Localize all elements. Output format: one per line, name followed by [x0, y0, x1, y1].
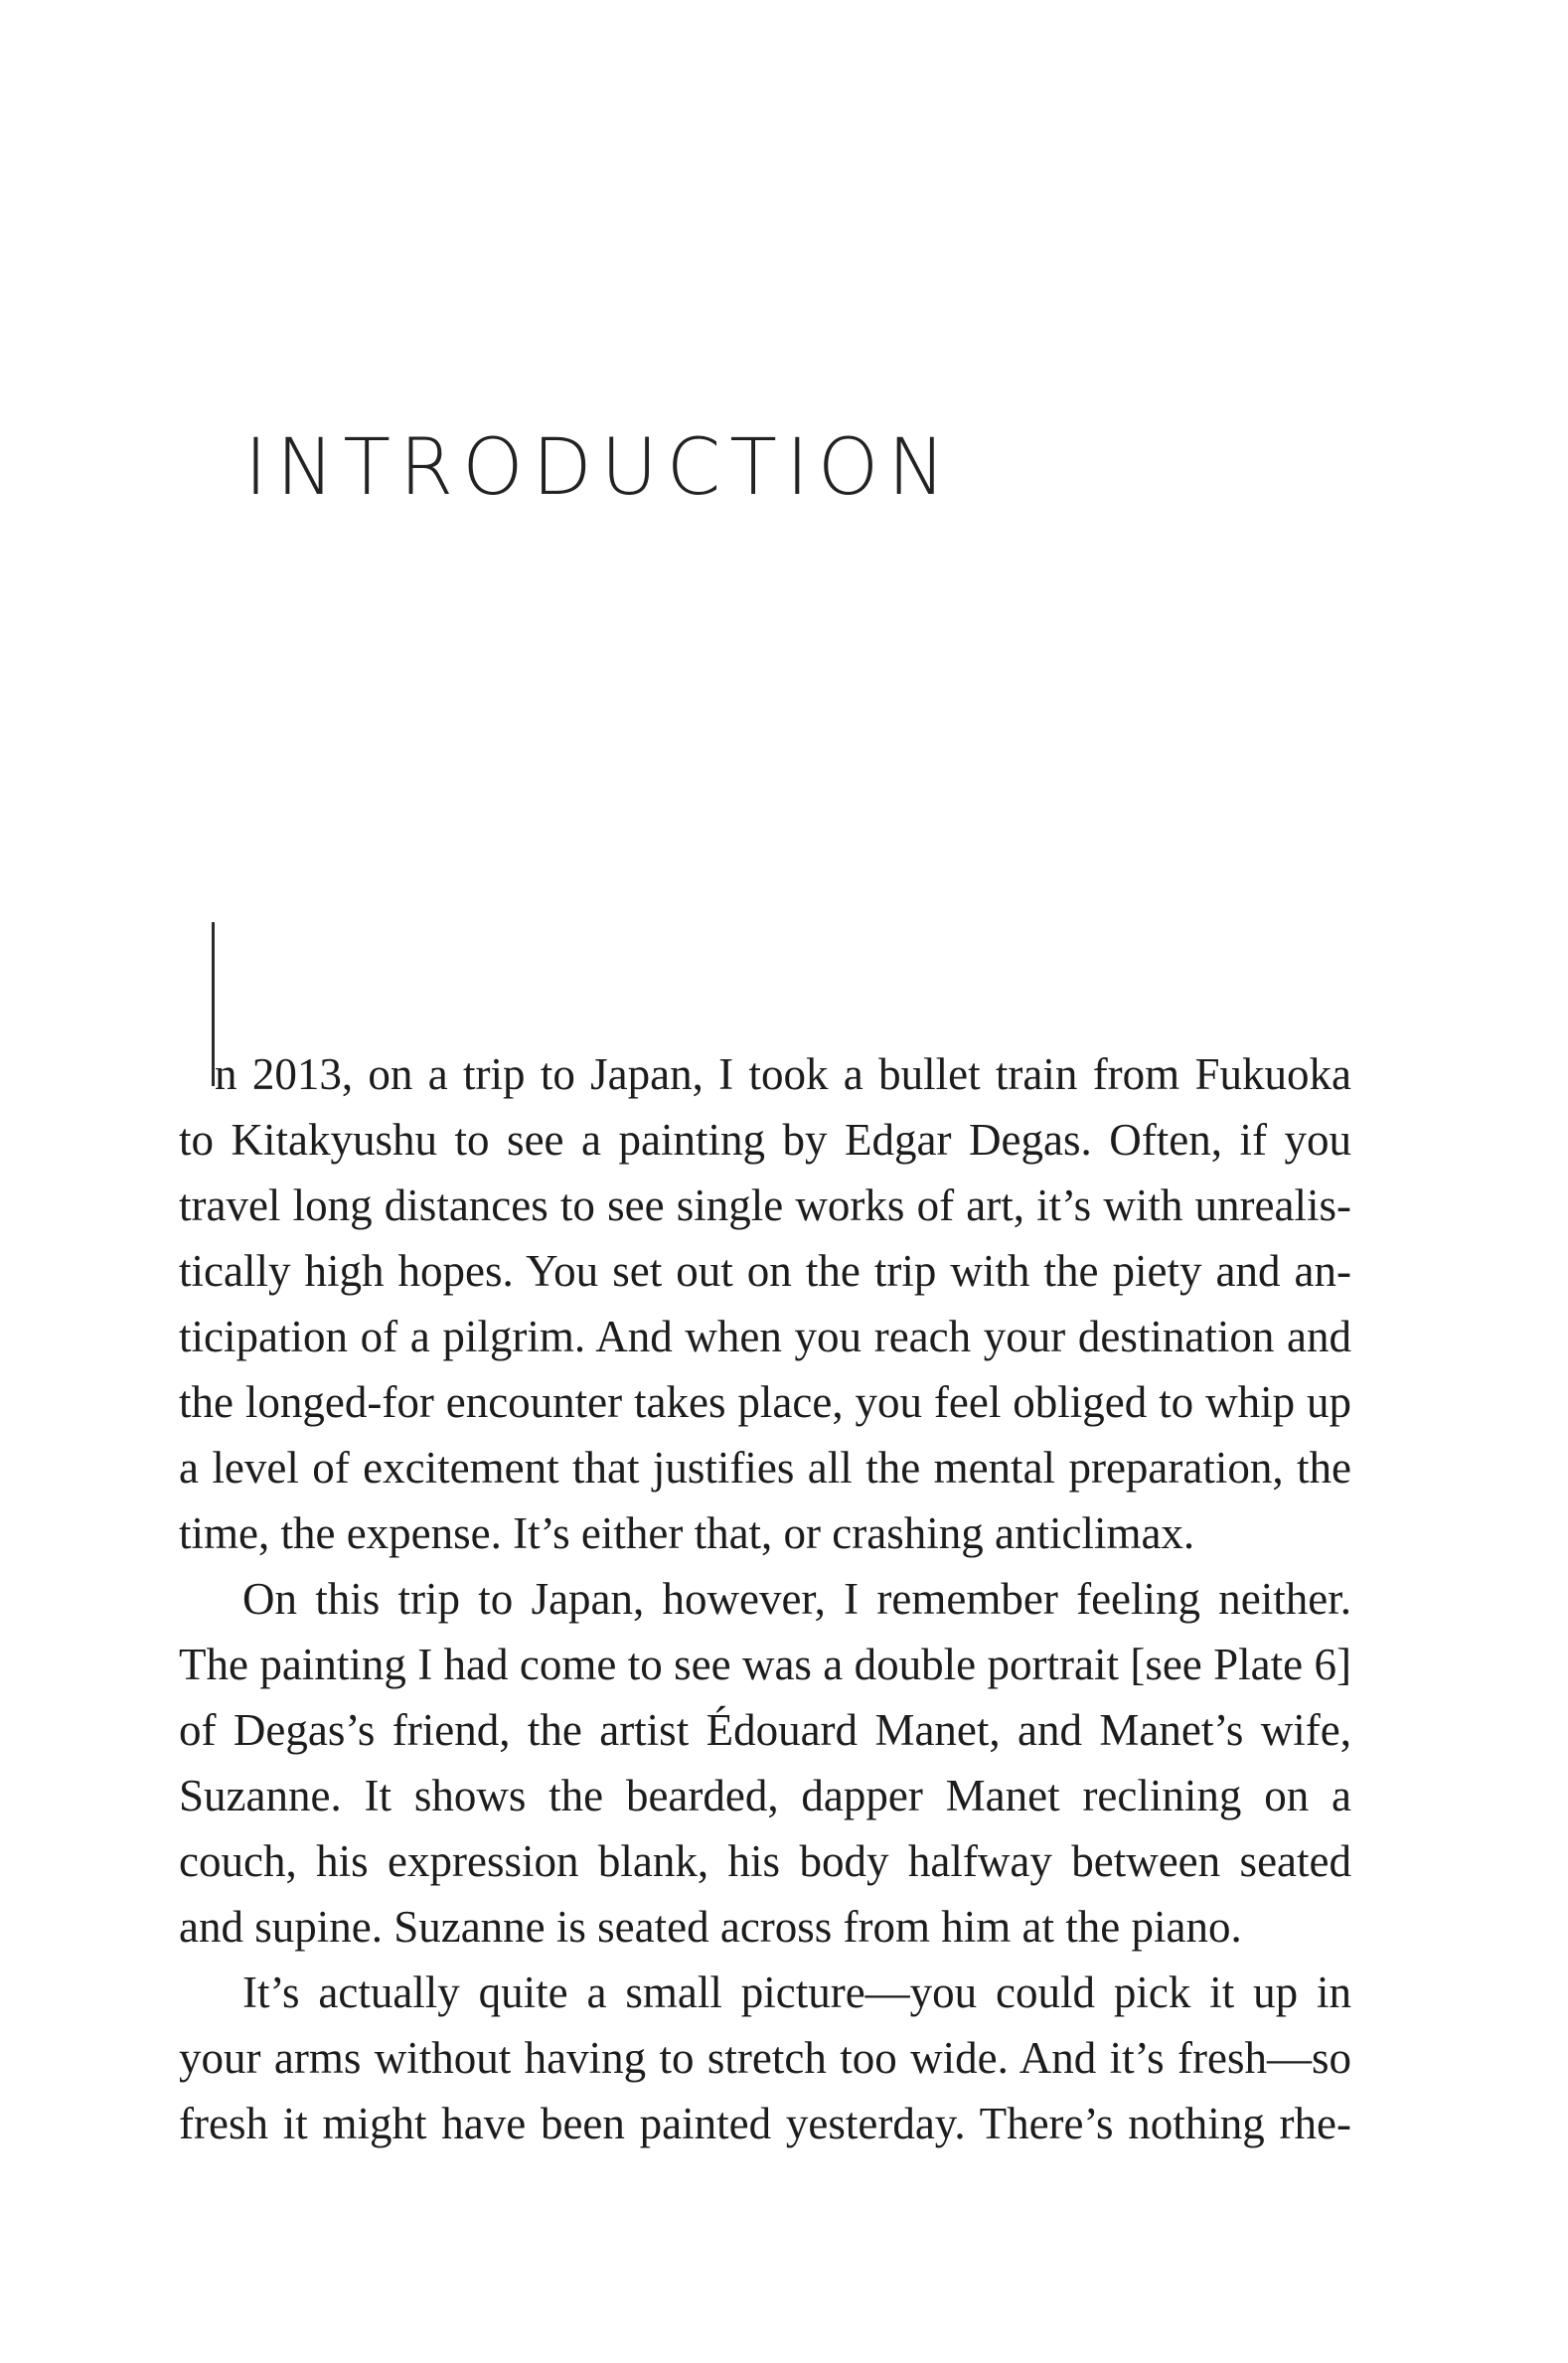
text-line: tically high hopes. You set out on the trip with the piety and an-: [179, 1246, 1351, 1296]
text-line: time, the expense. It’s either that, or crashing anticlimax.: [179, 1508, 1195, 1558]
paragraph-3: [179, 1960, 1351, 2156]
text-line: to Kitakyushu to see a painting by Edgar Degas. Often, if you: [179, 1115, 1351, 1165]
text-line: fresh it might have been painted yesterday. There’s nothing rhe-: [179, 2099, 1351, 2148]
text-line: couch, his expression blank, his body halfway between seated: [179, 1836, 1351, 1886]
text-line: a level of excitement that justifies all the mental preparation, the: [179, 1443, 1351, 1493]
text-line: n 2013, on a trip to Japan, I took a bullet train from Fukuoka: [215, 1049, 1351, 1099]
text-line: of Degas’s friend, the artist Édouard Manet, and Manet’s wife,: [179, 1705, 1351, 1755]
body-text: [179, 1041, 1351, 2156]
text-line: Suzanne. It shows the bearded, dapper Manet reclining on a: [179, 1771, 1351, 1820]
text-line: It’s actually quite a small picture—you could pick it up in: [242, 1968, 1351, 2017]
text-line: your arms without having to stretch too wide. And it’s fresh—so: [179, 2033, 1351, 2083]
paragraph-2: [179, 1566, 1351, 1960]
text-line: ticipation of a pilgrim. And when you reach your destination and: [179, 1312, 1351, 1361]
paragraph-1: [179, 1041, 1351, 1566]
text-line: the longed-for encounter takes place, you feel obliged to whip up: [179, 1377, 1351, 1427]
text-line: and supine. Suzanne is seated across from him at the piano.: [179, 1902, 1242, 1952]
text-line: On this trip to Japan, however, I remember feeling neither.: [242, 1574, 1351, 1624]
chapter-title: INTRODUCTION: [244, 423, 955, 513]
text-line: The painting I had come to see was a double portrait [see Plate 6]: [179, 1640, 1351, 1689]
text-line: travel long distances to see single works of art, it’s with unrealis-: [179, 1181, 1351, 1230]
